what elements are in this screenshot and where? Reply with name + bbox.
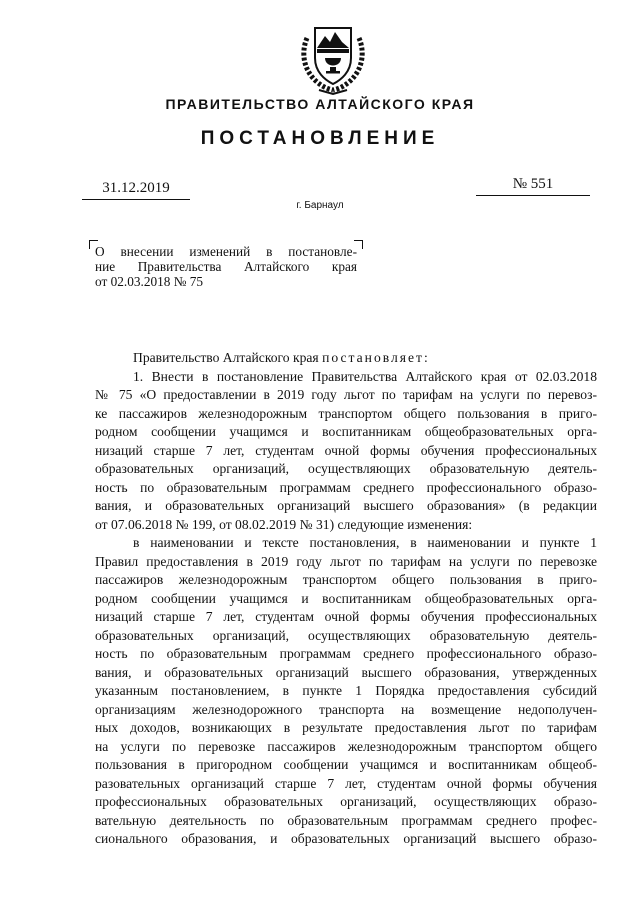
body-line: родном сообщении учащимся и воспитанникам общеобразовательных орга- bbox=[95, 590, 597, 606]
subject-line: ние Правительства Алтайского края bbox=[95, 259, 357, 274]
body-line: пользования в пригородном сообщении учащимся и воспитанникам общеоб- bbox=[95, 757, 597, 772]
body-line: образовательных организаций, осуществляющих образовательную деятель- bbox=[95, 627, 597, 643]
body-line: на услуги по перевозке пассажиров железнодорожным транспортом общего bbox=[95, 738, 597, 754]
body-line: вания, и образовательных организаций высшего образования, утвержденных bbox=[95, 664, 597, 680]
document-body bbox=[95, 349, 597, 849]
preamble-verb: постановляет: bbox=[322, 350, 430, 365]
coat-of-arms-emblem bbox=[297, 18, 369, 96]
document-city: г. Барнаул bbox=[296, 200, 344, 211]
body-line: организациям железнодорожного транспорта на возмещение недополучен- bbox=[95, 701, 597, 717]
body-line: ке пассажиров железнодорожным транспортом общего пользования в пригo- bbox=[95, 405, 597, 421]
preamble bbox=[95, 349, 597, 368]
body-line: Правил предоставления в 2019 году льгот по тарифам на услуги по перевозке bbox=[95, 553, 597, 569]
subject-line: от 02.03.2018 № 75 bbox=[95, 274, 204, 289]
body-line: родном сообщении учащимся и воспитанникам общеобразовательных орга- bbox=[95, 424, 597, 439]
body-line: профессиональных образовательных организаций, осуществляющих образо- bbox=[95, 794, 597, 809]
document-subject bbox=[95, 244, 357, 289]
body-line: ность по образовательным программам среднего профессионального образо- bbox=[95, 479, 597, 495]
body-line: указанным постановлением, в пункте 1 Порядка предоставления субсидий bbox=[95, 683, 597, 698]
body-line: в наименовании и тексте постановления, в наименовании и пункте 1 bbox=[133, 535, 597, 550]
body-line: низаций старше 7 лет, студентам очной формы обучения профессиональных bbox=[95, 442, 597, 458]
body-line: пассажиров железнодорожным транспортом общего пользования в приго- bbox=[95, 572, 597, 587]
body-line: вательную деятельность по образовательным программам среднего профес- bbox=[95, 812, 597, 828]
body-line: низаций старше 7 лет, студентам очной формы обучения профессиональных bbox=[95, 609, 597, 624]
body-line: разовательных организаций старше 7 лет, студентам очной формы обучения bbox=[95, 775, 597, 791]
body-line: 1. Внести в постановление Правительства Алтайского края от 02.03.2018 bbox=[133, 368, 597, 384]
body-line: от 07.06.2018 № 199, от 08.02.2019 № 31) следующие изменения: bbox=[95, 516, 473, 532]
document-date: 31.12.2019 bbox=[82, 180, 190, 200]
body-line: ных доходов, возникающих в результате предоставления льгот по тарифам bbox=[95, 720, 597, 735]
body-line: образовательных организаций, осуществляющих образовательную деятель- bbox=[95, 461, 597, 476]
document-type-title: ПОСТАНОВЛЕНИЕ bbox=[200, 128, 440, 149]
organization-title: ПРАВИТЕЛЬСТВО АЛТАЙСКОГО КРАЯ bbox=[165, 96, 475, 112]
body-line: № 75 «О предоставлении в 2019 году льгот по тарифам на услуги по перевоз- bbox=[95, 387, 597, 402]
subject-line: О внесении изменений в постановле- bbox=[95, 244, 357, 259]
body-line: сионального образования, и образовательных организаций высшего образо- bbox=[95, 831, 597, 846]
document-number: № 551 bbox=[476, 176, 590, 196]
body-line: ность по образовательным программам среднего профессионального образо- bbox=[95, 646, 597, 661]
preamble-prefix: Правительство Алтайского края bbox=[133, 350, 319, 365]
body-line: вания, и образовательных организаций высшего образования» (в редакции bbox=[95, 498, 597, 513]
